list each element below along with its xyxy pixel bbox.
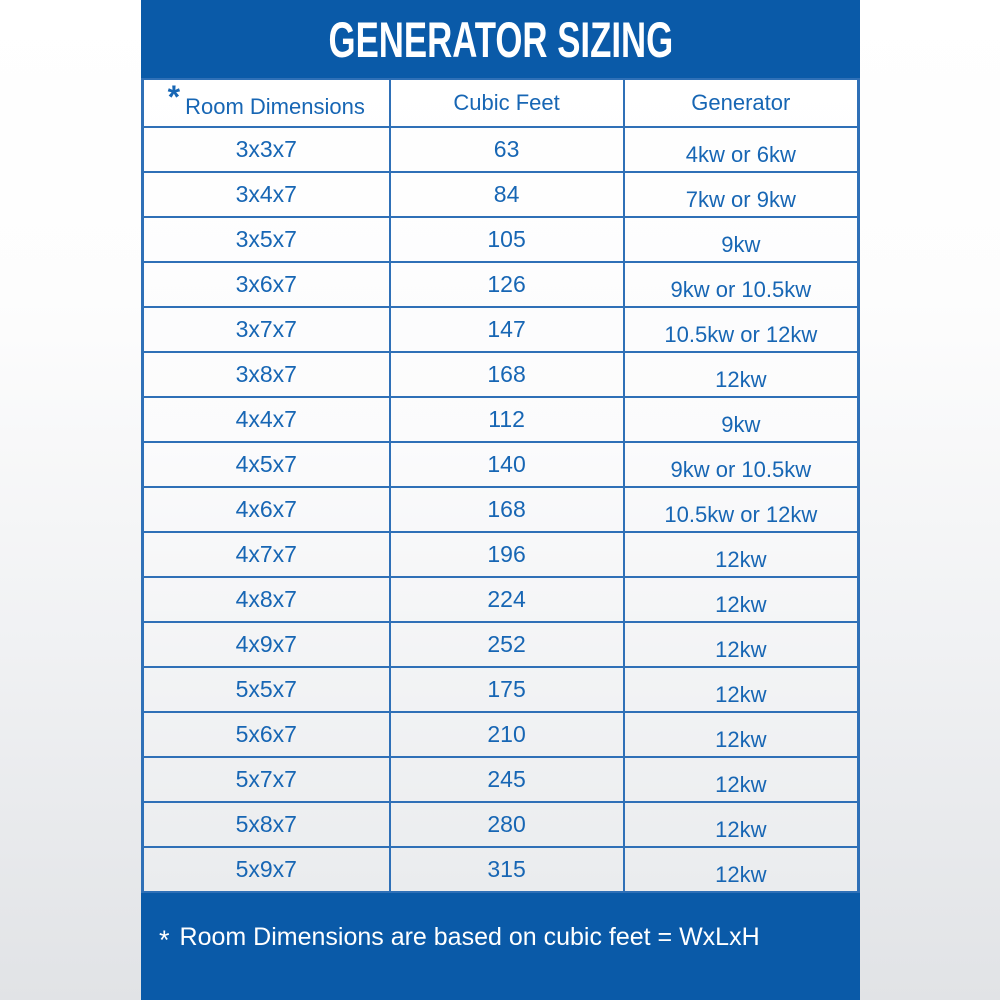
cell-cubic-feet-text: 315 — [487, 856, 526, 882]
cell-room-dimensions-text: 3x6x7 — [235, 271, 297, 297]
table-row — [143, 172, 859, 217]
cell-room-dimensions-text: 4x5x7 — [235, 451, 297, 477]
cell-generator — [624, 442, 859, 487]
cell-cubic-feet-text: 112 — [488, 406, 525, 432]
table-row — [143, 577, 859, 622]
cell-generator-text: 9kw or 10.5kw — [670, 456, 812, 482]
header-asterisk: * — [167, 78, 181, 115]
cell-cubic-feet-text: 280 — [487, 811, 526, 837]
table-row — [143, 307, 859, 352]
cell-generator — [624, 802, 859, 847]
table-body — [143, 127, 859, 892]
cell-room-dimensions — [143, 712, 390, 757]
cell-room-dimensions — [143, 667, 390, 712]
col-header-generator: Generator — [624, 79, 859, 127]
cell-room-dimensions — [143, 352, 390, 397]
cell-generator-text: 9kw — [721, 231, 761, 257]
cell-room-dimensions-text: 3x4x7 — [235, 181, 297, 207]
cell-generator — [624, 577, 859, 622]
cell-room-dimensions — [143, 172, 390, 217]
cell-generator-text: 12kw — [715, 861, 767, 887]
cell-cubic-feet-text: 63 — [493, 136, 520, 162]
table-row — [143, 757, 859, 802]
cell-room-dimensions-text: 3x8x7 — [235, 361, 297, 387]
cell-generator-text: 12kw — [715, 771, 767, 797]
table-row — [143, 487, 859, 532]
cell-generator-text: 12kw — [715, 816, 767, 842]
cell-generator-text: 9kw or 10.5kw — [670, 276, 812, 302]
cell-room-dimensions-text: 4x4x7 — [235, 406, 297, 432]
cell-room-dimensions — [143, 442, 390, 487]
footnote — [141, 893, 860, 1000]
cell-room-dimensions — [143, 487, 390, 532]
cell-room-dimensions — [143, 757, 390, 802]
cell-room-dimensions-text: 5x8x7 — [235, 811, 297, 837]
cell-generator-text: 10.5kw or 12kw — [664, 501, 818, 527]
cell-cubic-feet — [390, 262, 624, 307]
cell-generator — [624, 667, 859, 712]
cell-room-dimensions-text: 5x9x7 — [235, 856, 297, 882]
cell-generator-text: 12kw — [715, 591, 767, 617]
cell-generator — [624, 622, 859, 667]
cell-generator — [624, 487, 859, 532]
cell-room-dimensions-text: 5x6x7 — [235, 721, 297, 747]
cell-cubic-feet-text: 168 — [487, 361, 526, 387]
generator-sizing-table — [141, 78, 860, 893]
cell-generator-text: 4kw or 6kw — [685, 141, 796, 167]
cell-room-dimensions-text: 4x6x7 — [235, 496, 297, 522]
cell-generator — [624, 532, 859, 577]
cell-cubic-feet — [390, 847, 624, 892]
cell-cubic-feet — [390, 307, 624, 352]
cell-cubic-feet — [390, 397, 624, 442]
cell-room-dimensions-text: 5x7x7 — [235, 766, 297, 792]
cell-generator — [624, 847, 859, 892]
cell-generator-text: 10.5kw or 12kw — [664, 321, 818, 347]
cell-generator-text: 12kw — [715, 636, 767, 662]
cell-room-dimensions — [143, 307, 390, 352]
table-row — [143, 622, 859, 667]
cell-generator — [624, 352, 859, 397]
table-row — [143, 532, 859, 577]
cell-cubic-feet-text: 140 — [487, 451, 526, 477]
table-row — [143, 802, 859, 847]
table-row — [143, 712, 859, 757]
cell-room-dimensions — [143, 262, 390, 307]
table-row — [143, 262, 859, 307]
cell-generator-text: 9kw — [721, 411, 761, 437]
col-header-cubic-feet: Cubic Feet — [390, 79, 624, 127]
cell-generator — [624, 397, 859, 442]
cell-cubic-feet-text: 84 — [493, 181, 520, 207]
cell-cubic-feet — [390, 622, 624, 667]
cell-cubic-feet — [390, 217, 624, 262]
cell-room-dimensions-text: 5x5x7 — [235, 676, 297, 702]
cell-cubic-feet-text: 245 — [487, 766, 526, 792]
cell-room-dimensions — [143, 532, 390, 577]
cell-generator — [624, 307, 859, 352]
cell-cubic-feet-text: 210 — [487, 721, 526, 747]
table-header — [143, 79, 859, 127]
cell-generator — [624, 712, 859, 757]
cell-cubic-feet — [390, 712, 624, 757]
cell-generator-text: 7kw or 9kw — [685, 186, 796, 212]
cell-cubic-feet — [390, 802, 624, 847]
header-row — [143, 79, 859, 127]
cell-generator-text: 12kw — [715, 366, 767, 392]
title-banner — [141, 0, 860, 78]
cell-room-dimensions — [143, 127, 390, 172]
cell-cubic-feet-text: 224 — [487, 586, 526, 612]
col-header-room-dimensions — [143, 79, 390, 127]
table-row — [143, 217, 859, 262]
cell-cubic-feet — [390, 757, 624, 802]
cell-generator — [624, 217, 859, 262]
cell-generator-text: 12kw — [715, 546, 767, 572]
cell-cubic-feet-text: 168 — [487, 496, 526, 522]
cell-cubic-feet — [390, 667, 624, 712]
cell-room-dimensions-text: 4x8x7 — [235, 586, 297, 612]
cell-cubic-feet — [390, 577, 624, 622]
cell-generator — [624, 172, 859, 217]
cell-cubic-feet — [390, 352, 624, 397]
cell-cubic-feet — [390, 127, 624, 172]
cell-cubic-feet-text: 252 — [487, 631, 526, 657]
cell-generator — [624, 262, 859, 307]
cell-cubic-feet-text: 147 — [487, 316, 526, 342]
cell-room-dimensions-text: 3x5x7 — [235, 226, 297, 252]
cell-room-dimensions — [143, 577, 390, 622]
cell-cubic-feet — [390, 172, 624, 217]
table-row — [143, 667, 859, 712]
cell-room-dimensions — [143, 802, 390, 847]
cell-room-dimensions-text: 4x9x7 — [235, 631, 297, 657]
footnote-text: Room Dimensions are based on cubic feet = WxLxH — [179, 923, 760, 951]
cell-room-dimensions-text: 4x7x7 — [235, 541, 297, 567]
cell-room-dimensions-text: 3x3x7 — [235, 136, 297, 162]
cell-cubic-feet-text: 196 — [487, 541, 526, 567]
cell-cubic-feet-text: 175 — [487, 676, 526, 702]
cell-cubic-feet — [390, 442, 624, 487]
cell-cubic-feet-text: 126 — [487, 271, 526, 297]
cell-generator — [624, 757, 859, 802]
generator-sizing-panel — [141, 0, 860, 1000]
cell-cubic-feet-text: 105 — [487, 226, 526, 252]
cell-cubic-feet — [390, 487, 624, 532]
cell-cubic-feet — [390, 532, 624, 577]
cell-room-dimensions — [143, 397, 390, 442]
cell-room-dimensions — [143, 847, 390, 892]
cell-room-dimensions-text: 3x7x7 — [235, 316, 297, 342]
cell-generator — [624, 127, 859, 172]
cell-room-dimensions — [143, 622, 390, 667]
table-row — [143, 397, 859, 442]
page-title: GENERATOR SIZING — [328, 10, 673, 68]
table-row — [143, 442, 859, 487]
table-row — [143, 847, 859, 892]
footnote-asterisk: * — [159, 925, 170, 955]
col-header-room-dimensions-label: Room Dimensions — [185, 93, 365, 119]
table-row — [143, 352, 859, 397]
cell-room-dimensions — [143, 217, 390, 262]
table-row — [143, 127, 859, 172]
cell-generator-text: 12kw — [715, 681, 767, 707]
cell-generator-text: 12kw — [715, 726, 767, 752]
